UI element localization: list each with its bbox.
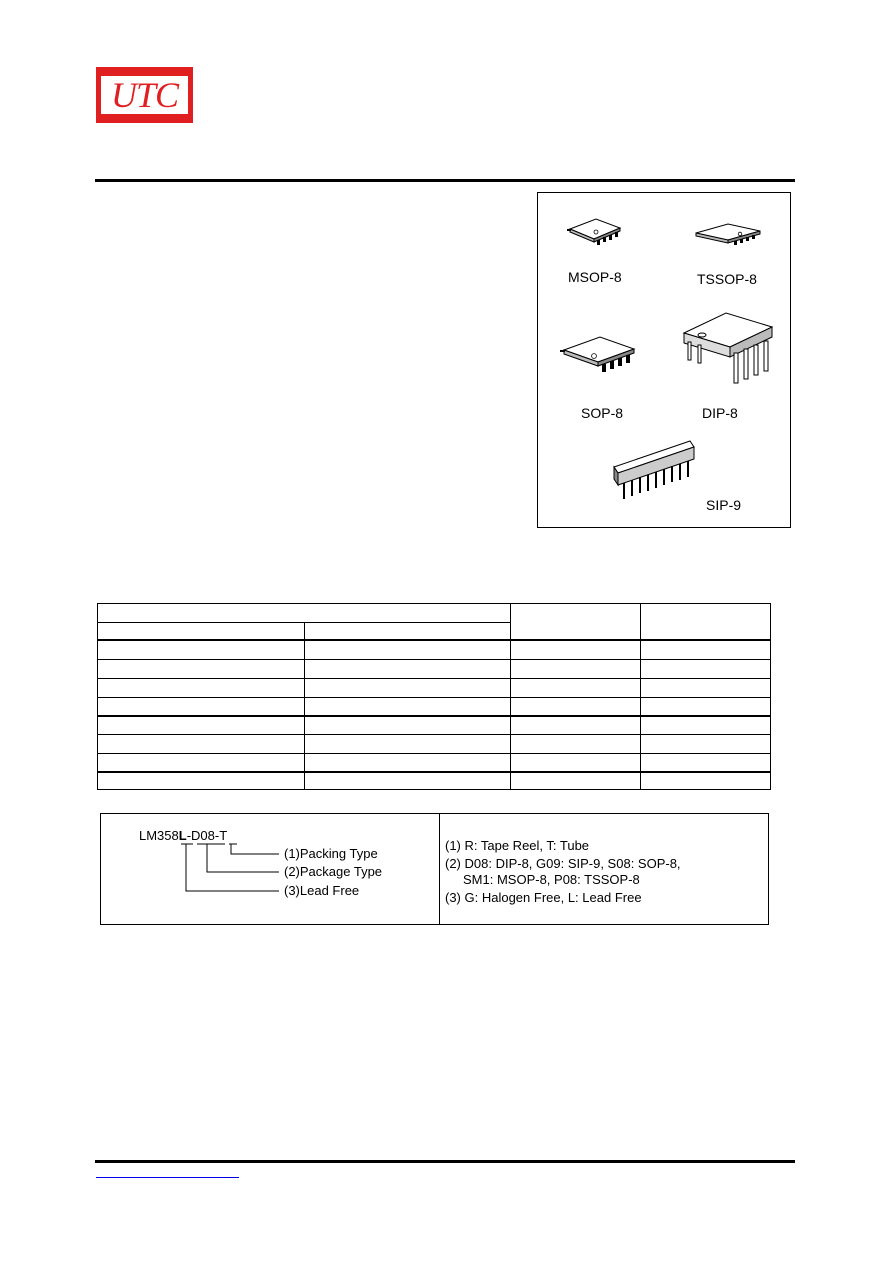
logo-text: UTC bbox=[110, 75, 179, 115]
note-lead-free: (3) G: Halogen Free, L: Lead Free bbox=[445, 890, 642, 905]
callout-package-type: (2)Package Type bbox=[284, 864, 383, 879]
decode-divider bbox=[439, 814, 440, 924]
part-number-decode bbox=[100, 813, 769, 925]
note-packing: (1) R: Tape Reel, T: Tube bbox=[445, 838, 590, 853]
utc-logo bbox=[96, 67, 193, 123]
note-package-1: (2) D08: DIP-8, G09: SIP-9, S08: SOP-8, bbox=[445, 856, 681, 871]
package-illustrations bbox=[537, 192, 791, 528]
part-packing-code: -T bbox=[214, 828, 228, 843]
ordering-information-table bbox=[97, 603, 771, 790]
part-package-code: -D08 bbox=[186, 828, 215, 843]
sop-8-package-icon bbox=[560, 331, 638, 375]
callout-lead-free: (3)Lead Free bbox=[284, 883, 360, 898]
msop-8-package-icon bbox=[566, 215, 626, 247]
package-label-sip-9: SIP-9 bbox=[706, 497, 742, 513]
package-label-sop-8: SOP-8 bbox=[581, 405, 624, 421]
package-label-dip-8: DIP-8 bbox=[702, 405, 738, 421]
footer-rule bbox=[95, 1160, 795, 1163]
footer-link-underline[interactable] bbox=[96, 1177, 239, 1178]
header-rule bbox=[95, 179, 795, 182]
part-prefix: LM358 bbox=[139, 828, 179, 843]
dip-8-package-icon bbox=[680, 309, 780, 393]
package-label-msop-8: MSOP-8 bbox=[568, 269, 622, 285]
note-package-2: SM1: MSOP-8, P08: TSSOP-8 bbox=[463, 872, 640, 887]
decode-leader-lines bbox=[101, 814, 439, 924]
callout-packing-type: (1)Packing Type bbox=[284, 846, 378, 861]
tssop-8-package-icon bbox=[692, 221, 764, 247]
part-lead-free-code: L bbox=[178, 828, 187, 843]
package-label-tssop-8: TSSOP-8 bbox=[697, 271, 757, 287]
